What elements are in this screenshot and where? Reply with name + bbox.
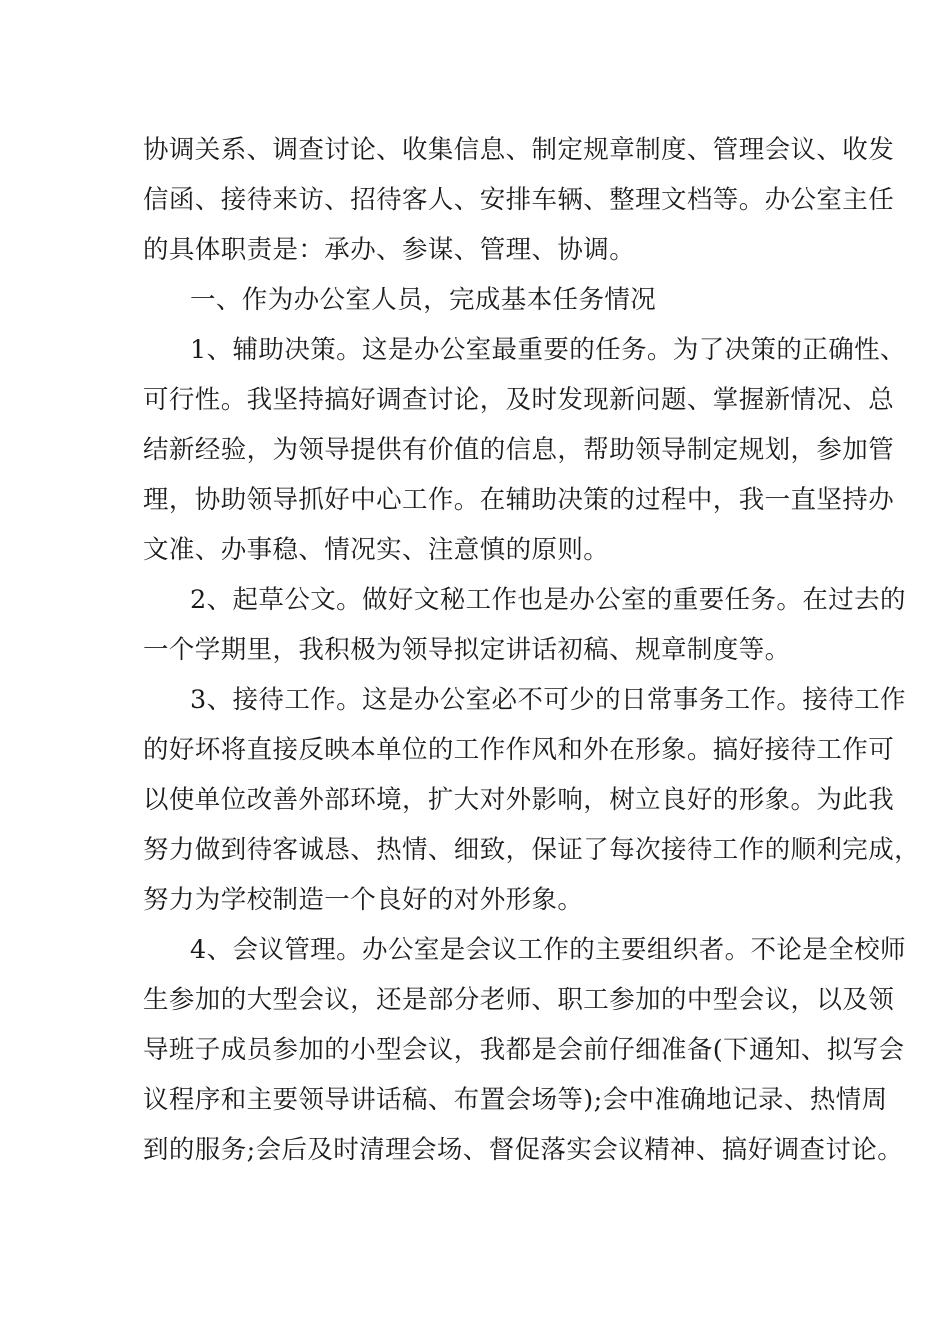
text-line: 导班子成员参加的小型会议，我都是会前仔细准备(下通知、拟写会 <box>143 1035 905 1065</box>
text-line: 的好坏将直接反映本单位的工作作风和外在形象。搞好接待工作可 <box>143 735 895 765</box>
text-line: 努力做到待客诚恳、热情、细致，保证了每次接待工作的顺利完成， <box>143 835 921 865</box>
text-line: 协调关系、调查讨论、收集信息、制定规章制度、管理会议、收发 <box>143 135 895 165</box>
text-line: 结新经验，为领导提供有价值的信息，帮助领导制定规划，参加管 <box>143 435 895 465</box>
text-line: 文准、办事稳、情况实、注意慎的原则。 <box>143 535 610 565</box>
text-line: 努力为学校制造一个良好的对外形象。 <box>143 885 584 915</box>
text-line: 4、会议管理。办公室是会议工作的主要组织者。不论是全校师 <box>190 935 906 965</box>
text-line: 3、接待工作。这是办公室必不可少的日常事务工作。接待工作 <box>190 685 906 715</box>
section-heading: 一、作为办公室人员，完成基本任务情况 <box>190 285 657 315</box>
text-line: 一个学期里，我积极为领导拟定讲话初稿、规章制度等。 <box>143 635 791 665</box>
text-line: 理，协助领导抓好中心工作。在辅助决策的过程中，我一直坚持办 <box>143 485 895 515</box>
text-line: 生参加的大型会议，还是部分老师、职工参加的中型会议，以及领 <box>143 985 895 1015</box>
text-line: 的具体职责是：承办、参谋、管理、协调。 <box>143 235 636 265</box>
text-line: 可行性。我坚持搞好调查讨论，及时发现新问题、掌握新情况、总 <box>143 385 895 415</box>
text-line: 信函、接待来访、招待客人、安排车辆、整理文档等。办公室主任 <box>143 185 895 215</box>
text-line: 到的服务;会后及时清理会场、督促落实会议精神、搞好调查讨论。 <box>143 1135 904 1165</box>
text-line: 议程序和主要领导讲话稿、布置会场等);会中准确地记录、热情周 <box>143 1085 888 1115</box>
text-line: 2、起草公文。做好文秘工作也是办公室的重要任务。在过去的 <box>190 585 906 615</box>
text-line: 以使单位改善外部环境，扩大对外影响，树立良好的形象。为此我 <box>143 785 895 815</box>
text-line: 1、辅助决策。这是办公室最重要的任务。为了决策的正确性、 <box>190 335 906 365</box>
